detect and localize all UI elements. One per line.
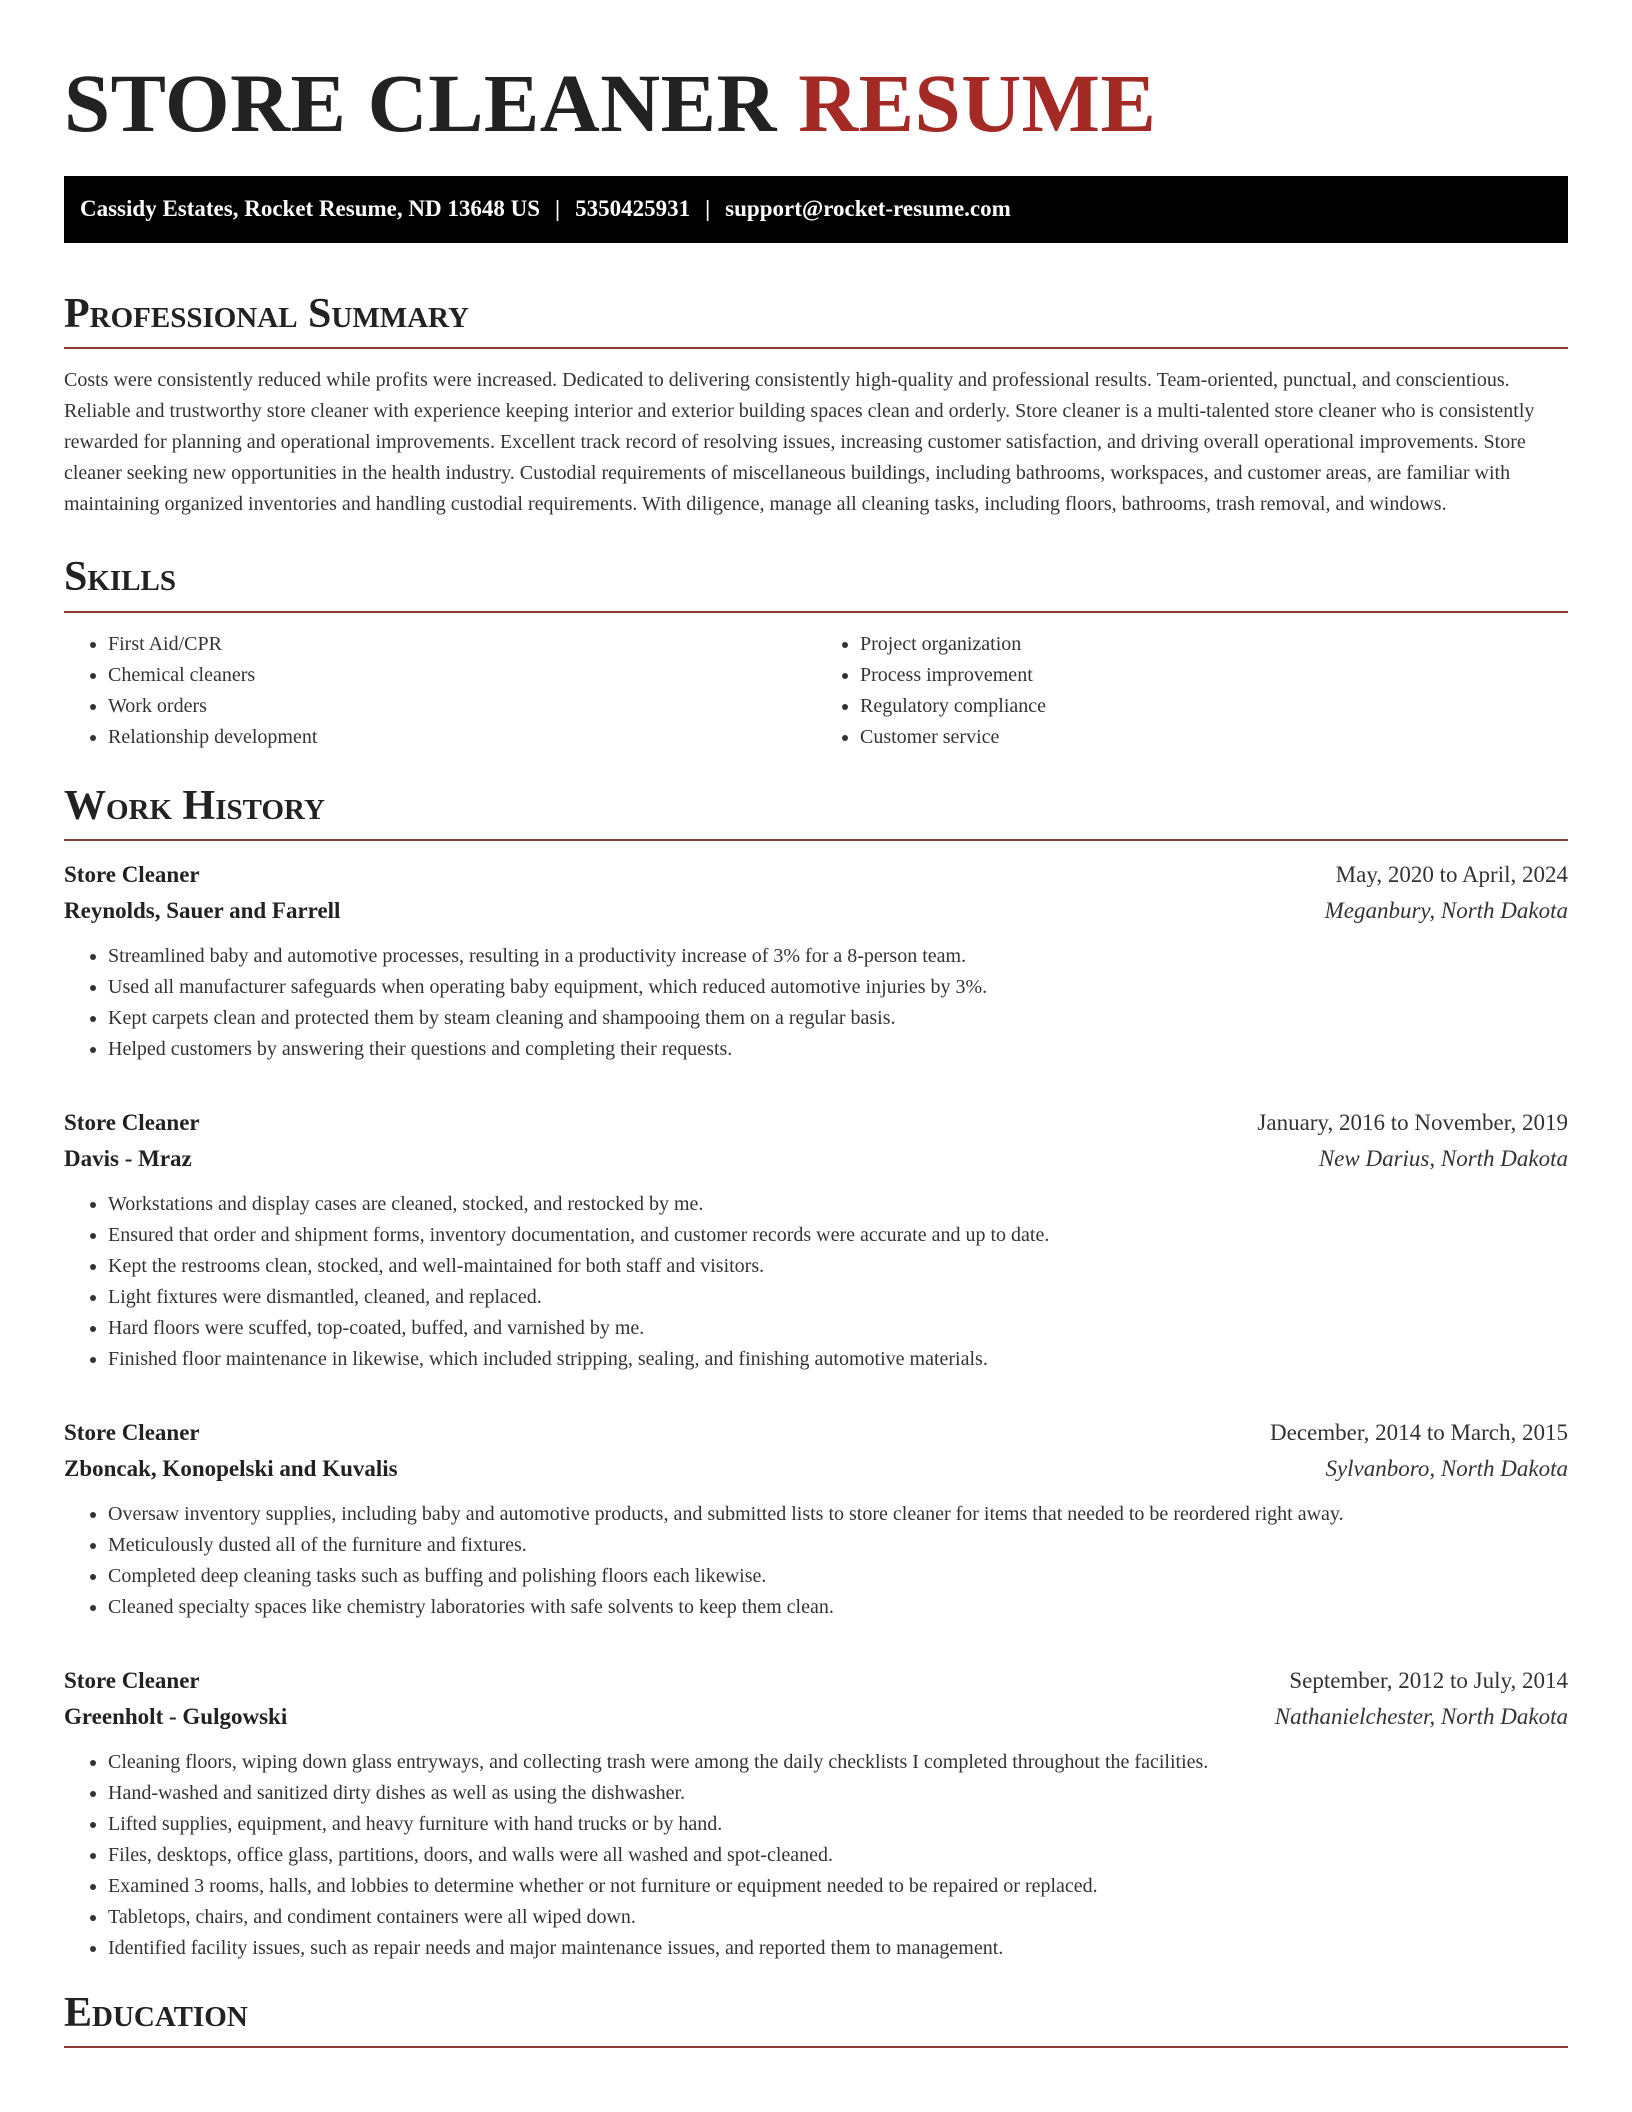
job-bullets (64, 941, 1568, 1065)
title-main: STORE CLEANER (64, 57, 777, 149)
professional-summary-section (64, 289, 1568, 520)
resume-title (64, 52, 1568, 156)
skill-item: • Project organization (860, 629, 1568, 660)
job-bullets (64, 1747, 1568, 1964)
job-entry (64, 857, 1568, 1065)
job-bullet: • Hard floors were scuffed, top-coated, buffed, and varnished by me. (108, 1313, 1568, 1344)
job-location: Sylvanboro, North Dakota (1325, 1455, 1568, 1481)
skill-item: • Relationship development (108, 722, 816, 753)
section-heading-summary: Professional Summary (64, 290, 469, 337)
job-bullet: • Light fixtures were dismantled, cleaned, and replaced. (108, 1282, 1568, 1313)
job-title: Store Cleaner (64, 1419, 200, 1445)
job-location: Nathanielchester, North Dakota (1274, 1703, 1568, 1729)
job-bullet: • Workstations and display cases are cleaned, stocked, and restocked by me. (108, 1189, 1568, 1220)
section-divider (64, 347, 1568, 349)
contact-separator: | (555, 196, 561, 222)
job-bullets (64, 1499, 1568, 1623)
skills-section (64, 552, 1568, 752)
job-dates: January, 2016 to November, 2019 (1257, 1109, 1568, 1135)
job-bullet: • Finished floor maintenance in likewise, which included stripping, sealing, and finishing automotive materials. (108, 1344, 1568, 1375)
job-company-row (64, 1699, 1568, 1735)
section-heading-education: Education (64, 1989, 248, 2036)
job-bullet: • Meticulously dusted all of the furniture and fixtures. (108, 1530, 1568, 1561)
contact-email: support@rocket-resume.com (725, 196, 1011, 222)
skill-item: • Chemical cleaners (108, 660, 816, 691)
section-divider (64, 839, 1568, 841)
job-bullet: • Kept the restrooms clean, stocked, and well-maintained for both staff and visitors. (108, 1251, 1568, 1282)
section-heading-skills: Skills (64, 554, 177, 601)
job-entry (64, 1415, 1568, 1623)
job-company-row (64, 893, 1568, 929)
skills-list-right (816, 629, 1568, 753)
title-accent: RESUME (798, 57, 1157, 149)
job-bullet: • Files, desktops, office glass, partitions, doors, and walls were all washed and spot-cleaned. (108, 1840, 1568, 1871)
job-bullet: • Cleaned specialty spaces like chemistry laboratories with safe solvents to keep them clean. (108, 1592, 1568, 1623)
job-bullet: • Hand-washed and sanitized dirty dishes as well as using the dishwasher. (108, 1778, 1568, 1809)
job-bullet: • Ensured that order and shipment forms, inventory documentation, and customer records were accurate and up to date. (108, 1220, 1568, 1251)
job-bullet: • Used all manufacturer safeguards when operating baby equipment, which reduced automotive injuries by 3%. (108, 972, 1568, 1003)
job-title-row (64, 857, 1568, 893)
work-history-section (64, 781, 1568, 1964)
job-entry (64, 1663, 1568, 1964)
contact-bar (64, 176, 1568, 243)
job-bullet: • Streamlined baby and automotive processes, resulting in a productivity increase of 3% for a 8-person team. (108, 941, 1568, 972)
job-company: Reynolds, Sauer and Farrell (64, 897, 341, 923)
job-bullet: • Helped customers by answering their questions and completing their requests. (108, 1034, 1568, 1065)
job-company-row (64, 1141, 1568, 1177)
job-bullet: • Examined 3 rooms, halls, and lobbies to determine whether or not furniture or equipment needed to be repaired or replaced. (108, 1871, 1568, 1902)
job-company: Zboncak, Konopelski and Kuvalis (64, 1455, 398, 1481)
job-bullet: • Oversaw inventory supplies, including baby and automotive products, and submitted lists to store cleaner for items that needed to be reordered right away. (108, 1499, 1568, 1530)
education-section (64, 1988, 1568, 2048)
job-bullet: • Lifted supplies, equipment, and heavy furniture with hand trucks or by hand. (108, 1809, 1568, 1840)
skill-item: • First Aid/CPR (108, 629, 816, 660)
section-divider (64, 2046, 1568, 2048)
skill-item: • Customer service (860, 722, 1568, 753)
summary-text: Costs were consistently reduced while profits were increased. Dedicated to delivering consistently high-quality and professional results. Team-oriented, punctual, and conscientious. Reliable and trustworthy store cleaner with experience keeping interior and exterior building spaces clean and orderly. Store cleaner is a multi-talented store cleaner who is consistently rewarded for planning and operational improvements. Excellent track record of resolving issues, increasing customer satisfaction, and driving overall operational improvements. Store cleaner seeking new opportunities in the health industry. Custodial requirements of miscellaneous buildings, including bathrooms, workspaces, and customer areas, are familiar with maintaining organized inventories and handling custodial requirements. With diligence, manage all cleaning tasks, including floors, bathrooms, trash removal, and windows. (64, 369, 1535, 516)
skill-item: • Regulatory compliance (860, 691, 1568, 722)
job-title-row (64, 1663, 1568, 1699)
skills-grid (64, 629, 1568, 753)
section-heading-work-history: Work History (64, 782, 325, 829)
job-title: Store Cleaner (64, 1109, 200, 1135)
skill-item: • Work orders (108, 691, 816, 722)
job-company: Greenholt - Gulgowski (64, 1703, 288, 1729)
job-company: Davis - Mraz (64, 1145, 192, 1171)
job-title: Store Cleaner (64, 1667, 200, 1693)
skill-item: • Process improvement (860, 660, 1568, 691)
contact-separator: | (705, 196, 711, 222)
job-bullet: • Kept carpets clean and protected them by steam cleaning and shampooing them on a regular basis. (108, 1003, 1568, 1034)
job-company-row (64, 1451, 1568, 1487)
job-bullet: • Completed deep cleaning tasks such as buffing and polishing floors each likewise. (108, 1561, 1568, 1592)
skills-list-left (64, 629, 816, 753)
section-divider (64, 611, 1568, 613)
job-title: Store Cleaner (64, 861, 200, 887)
job-title-row (64, 1415, 1568, 1451)
contact-address: Cassidy Estates, Rocket Resume, ND 13648 US (80, 196, 540, 222)
job-bullet: • Cleaning floors, wiping down glass entryways, and collecting trash were among the daily checklists I completed throughout the facilities. (108, 1747, 1568, 1778)
job-bullet: • Identified facility issues, such as repair needs and major maintenance issues, and reported them to management. (108, 1933, 1568, 1964)
contact-phone: 5350425931 (575, 196, 691, 222)
job-dates: May, 2020 to April, 2024 (1335, 861, 1568, 887)
job-entry (64, 1105, 1568, 1375)
job-bullets (64, 1189, 1568, 1375)
job-bullet: • Tabletops, chairs, and condiment containers were all wiped down. (108, 1902, 1568, 1933)
job-dates: September, 2012 to July, 2014 (1289, 1667, 1568, 1693)
job-location: Meganbury, North Dakota (1324, 897, 1568, 923)
job-title-row (64, 1105, 1568, 1141)
job-location: New Darius, North Dakota (1318, 1145, 1568, 1171)
job-dates: December, 2014 to March, 2015 (1270, 1419, 1568, 1445)
